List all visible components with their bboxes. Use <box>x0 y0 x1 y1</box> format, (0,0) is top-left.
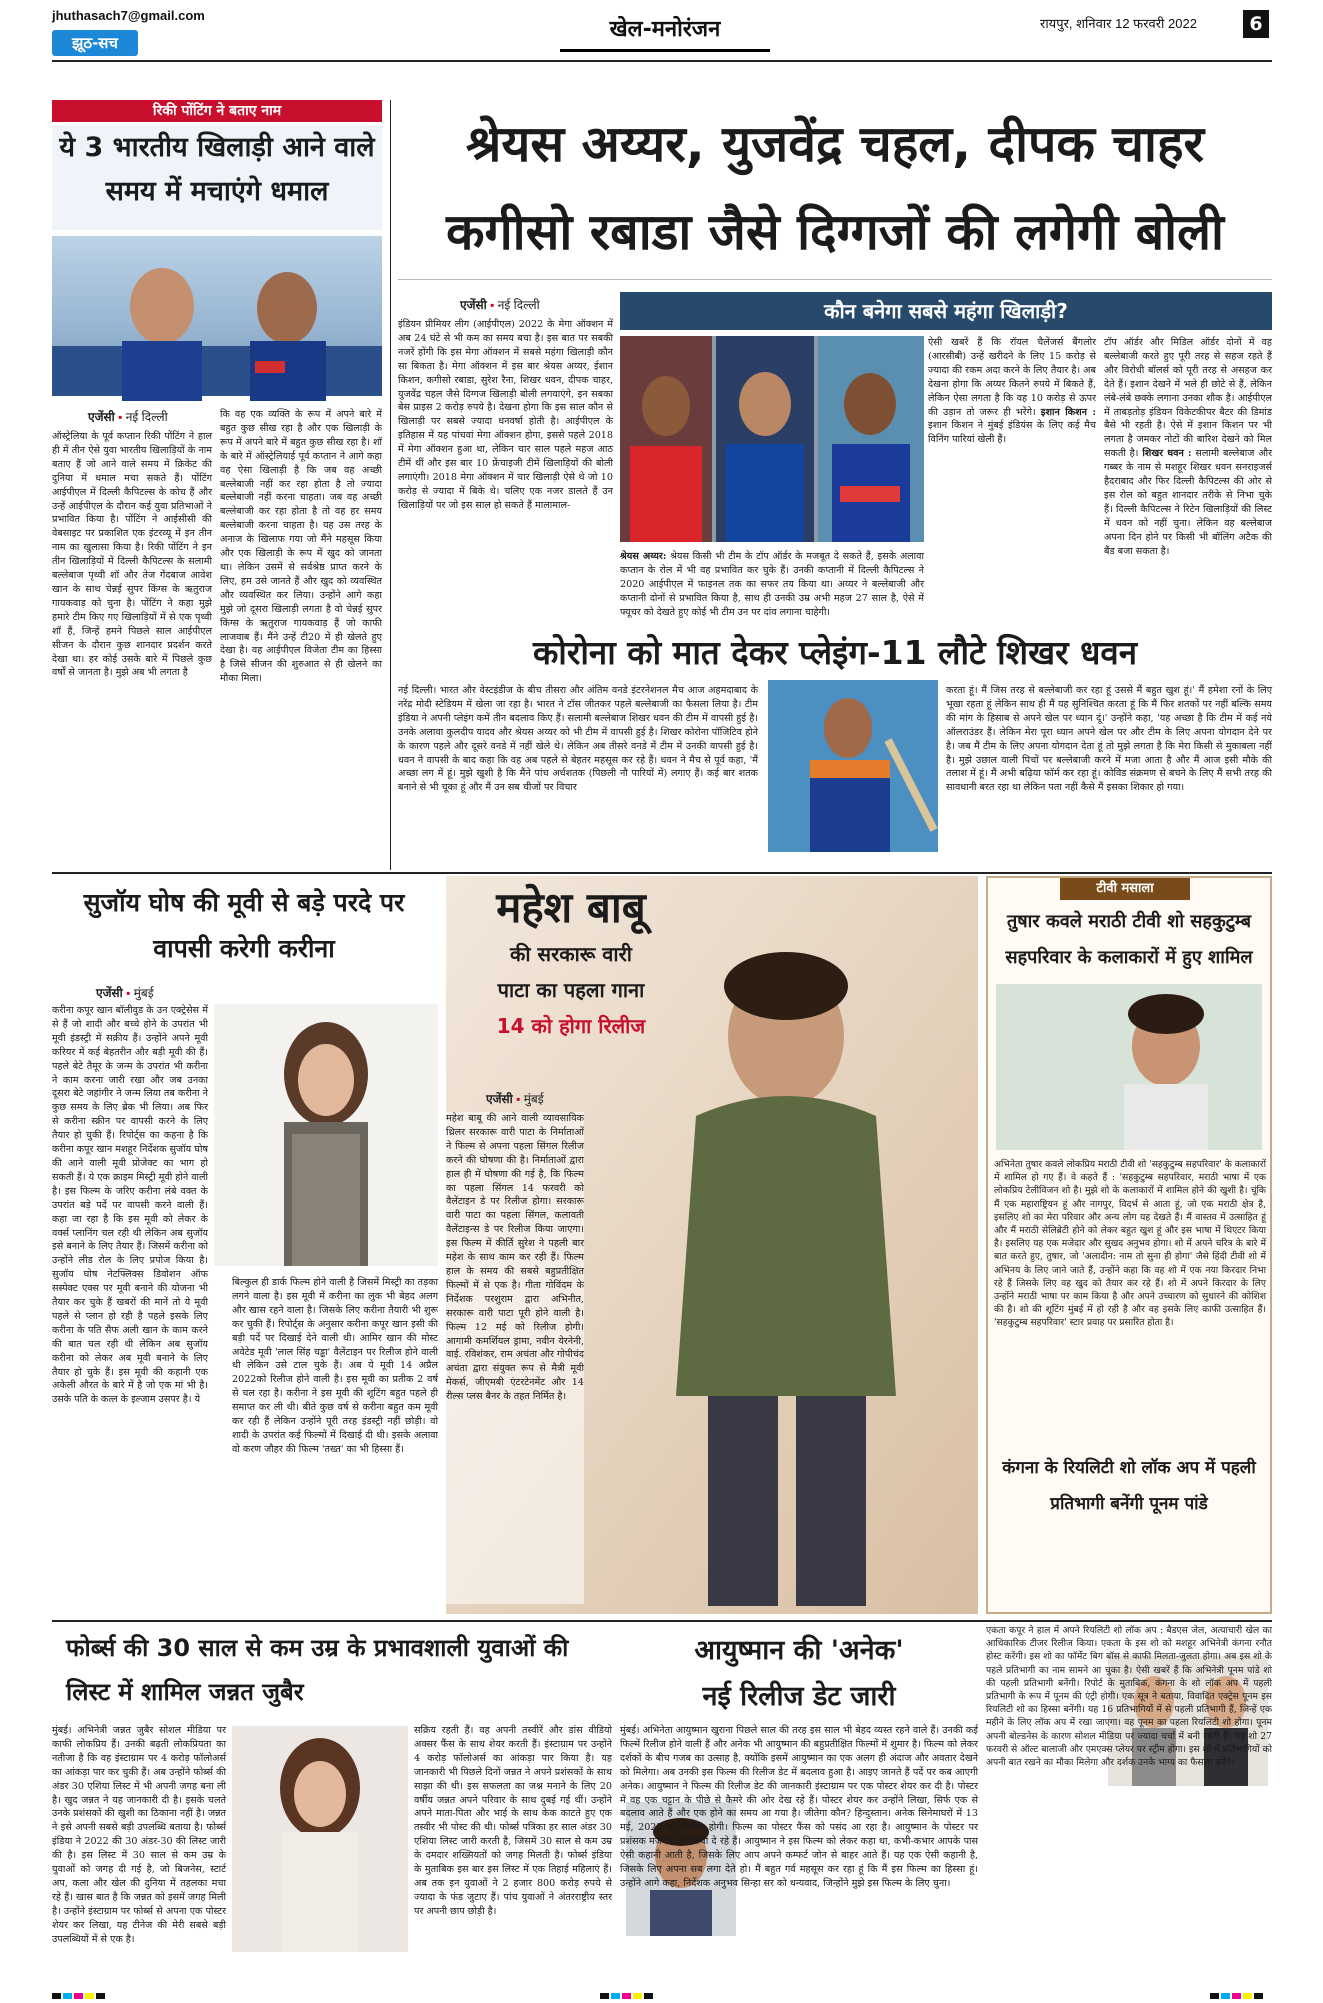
mahesh-sub3: 14 को होगा रिलीज <box>496 1014 646 1038</box>
auction-headline <box>398 100 1272 280</box>
mahesh-byline-agency: एजेंसी <box>486 1092 513 1106</box>
auction-banner: कौन बनेगा सबसे महंगा खिलाड़ी? <box>620 292 1272 330</box>
auction-body-col1: इंडियन प्रीमियर लीग (आईपीएल) 2022 के मेगा ऑक्शन में अब 24 घंटे से भी कम का समय बचा है। इस बात पर सबकी नजरें होंगी कि इस मेगा ऑक्शन में सबसे महंगा खिलाड़ी कौन सा बिकता है। मेगा ऑक्शन में इस बार श्रेयस अय्यर, ईशान किशन, कगीसो रबाडा, सुरेश रैना, शिखर धवन, दीपक चाहर, युजवेंद्र चहल जैसे दिग्गज खिलाड़ी बोली लगवाएंगे, इन सबका बेस प्राइस 2 करोड़ रुपये है। देखना होगा कि इस साल कौन से खिलाड़ी पर सबसे ज्यादा धनवर्षा होती है। आईपीएल के इतिहास में यह पांचवां मेगा ऑक्शन होगा, इससे पहले 2018 में मेगा ऑक्शन हुआ था, लेकिन चार साल पहले महज आठ टीमें थीं और इस बार 10 फ्रेंचाइजी टीमें खिलाड़ियों की बोली लगाएंगी। 2018 मेगा ऑक्शन में चार खिलाड़ी ऐसे थे जो 10 करोड़ से ज्यादा में बिके थे। चलिए एक नजर डालते हैं उन खिलाड़ियों पर जो इस साल हो सकते हैं मालामाल- <box>398 319 613 511</box>
jannat-photo <box>232 1726 408 1952</box>
page-number: 6 <box>1243 10 1269 38</box>
auction-headline-line2: कगीसो रबाडा जैसे दिग्गजों की लगेगी बोली <box>446 203 1224 261</box>
ponting-kicker: रिकी पोंटिंग ने बताए नाम <box>52 100 382 122</box>
auction-body-col4 <box>1104 336 1272 618</box>
dhawan-body-col1: नई दिल्ली। भारत और वेस्टइंडीज के बीच तीसरा और अंतिम वनडे इंटरनेशनल मैच आज अहमदाबाद के नरेंद्र मोदी स्टेडियम में खेला जा रहा है। भारत ने टॉस जीतकर पहले बल्लेबाजी का फैसला लिया है। टीम इंडिया ने अपनी प्लेइंग कमें तीन बदलाव किए हैं। सलामी बल्लेबाज शिखर धवन की टीम में वापसी हुई है। उनके अलावा कुलदीप यादव और श्रेयस अय्यर को भी टीम में वापसी हुई है। शिखर कोरोना पॉजिटिव होने के कारण पहले और दूसरे वनडे में नहीं खेले थे। लेकिन अब तीसरे वनडे में टीम में उनकी वापसी हुई है। धवन ने वापसी के बाद कहा कि वह अब पहले से बेहतर महसूस कर रहे हैं। धवन ने मैच से पूर्व कहा, 'मैं अच्छा लग में हूं। मुझे खुशी है कि मैंने पांच अर्धशतक (पिछली नौ पारियों में) लगाए हैं। कई बार शतक बनाने से भी चूका हूं और मैं उन सब चीजों पर विचार <box>398 685 758 794</box>
tv-body: अभिनेता तुषार कवले लोकप्रिय मराठी टीवी शो 'सहकुटुम्ब सहपरिवार' के कलाकारों में शामिल हो गए हैं। वे कहते हैं : 'सहकुटुम्ब सहपरिवार, मराठी भाषा में एक लोकप्रिय टेलीविजन शो है। मुझे शो के कलाकारों में शामिल होने की खुशी है। चूंकि मैं एक महाराष्ट्रियन हूं और नागपुर, विदर्भ से आता हूं, जो एक मराठी क्षेत्र है, इसलिए शो का मेरा परिवार और अन्य लोग यह देखते हैं। मैं वास्तव में उत्साहित हूं और मैं मराठी सेलिब्रेटी होने को लेकर बहुत खुश हूं और इस भाषा में थिएटर किया है। इसलिए यह एक मजेदार और सुखद अनुभव होगा। शो में अपने चरित्र के बारे में बात करते हुए, तुषार, जो 'अलादीन: नाम तो सुना ही होगा' जैसे हिंदी टीवी शो में अभिनय के लिए जाने जाते हैं, उन्होंने कहा कि वह शो में एक नया किरदार निभा रहे हैं जिसके लिए वह खुद को तैयार कर रहे हैं। शो में अपने किरदार के लिए उन्होंने मराठी भाषा पर काम किया है और अपने उच्चारण को सुधारने की कोशिश की है। शो की शूटिंग मुंबई में हो रही है और वह इसके लिए काफी उत्साहित हैं। 'सहकुटुम्ब सहपरिवार' स्टार प्रवाह पर प्रसारित होता है। <box>994 1159 1266 1329</box>
dhawan-headline: कोरोना को मात देकर प्लेइंग-11 लौटे शिखर धवन <box>532 633 1138 672</box>
print-color-bar-right <box>1210 1984 1265 2003</box>
ponting-body-col1: ऑस्ट्रेलिया के पूर्व कप्तान रिकी पोंटिंग ने हाल ही में तीन ऐसे युवा भारतीय खिलाड़ियों के नाम बताए हैं जो आने वाले समय में क्रिकेट की दुनिया में धमाल मचा सकते हैं। पोंटिंग आईपीएल में दिल्ली कैपिटल्स के कोच हैं और उन्हें आईपीएल के दौरान कई युवा प्रतिभाओं ने प्रभावित किया है। पोंटिंग ने आईसीसी की वेबसाइट पर प्रकाशित एक इंटरव्यू में इन तीन नाम का खुलासा किया है। रिकी पोंटिंग ने इन तीन खिलाड़ियों में दिल्ली कैपिटल्स के सलामी बल्लेबाज पृथ्वी शॉ और तेज गेंदबाज आवेश खान के साथ चेन्नई सुपर किंग्स के ऋतुराज गायकवाड़ को चुना है। पोंटिंग ने कहा मुझे हमारे टीम किए गए खिलाड़ियों में से एक पृथ्वी शॉ हैं, जिन्हें हमने पिछले साल आईपीएल सीजन के दौरान कुछ शानदार प्रदर्शन करते देखा था। हर कोई उसके बारे में पिछले कुछ वर्षों से जानता है। मुझे अब भी लगता है <box>52 431 212 679</box>
kareena-byline-city: मुंबई <box>133 986 154 1000</box>
auction-caption <box>620 550 924 618</box>
tv-tag: टीवी मसाला <box>1060 878 1190 900</box>
section-rule-2 <box>52 1620 1272 1622</box>
masthead-logo: झूठ-सच <box>52 30 138 56</box>
column-divider <box>390 100 391 870</box>
header-rule <box>52 60 1272 62</box>
tv-headline: तुषार कवले मराठी टीवी शो सहकुटुम्ब सहपरिवार के कलाकारों में हुए शामिल <box>1005 911 1253 968</box>
dhawan-photo <box>768 680 938 852</box>
mahesh-sub1: की सरकारू वारी <box>510 942 632 966</box>
kareena-headline: सुजॉय घोष की मूवी से बड़े परदे पर वापसी करेगी करीना <box>83 888 405 963</box>
auction-col4-text: टॉप ऑर्डर और मिडिल ऑर्डर दोनों में वह बल्लेबाजी करते हुए पूरी तरह से सहज रहते हैं और विरोधी बॉलर्स को पूरी तरह से असहज कर देते हैं। इशान देखने में भले ही छोटे से हैं, लेकिन लंबे-लंबे छक्के लगाना उनका शौक है। आईपीएल में ताबड़तोड़ इंडियन विकेटकीपर बैटर की डिमांड बैसे भी रहती है। ऐसे में इशान किशन पर भी लगता है जमकर नोटों की बारिश देखने को मिल सकती है। <box>1104 337 1272 460</box>
kareena-body-col2: बिल्कुल ही डार्क फिल्म होने वाली है जिसमें मिस्ट्री का तड़का लगने वाला है। इस मूवी में करीना का लुक भी बेहद अलग और खास रहने वाला है। जिसके लिए करीना तैयारी भी शुरू कर चुकी हैं। रिपोर्ट्स के अनुसार करीना कपूर खान इसी की बड़ी पर्दे पर दिखाई देने वाली थी। आमिर खान की मोस्ट अवेटेड मूवी 'लाल सिंह चड्ढा' वैलेंटाइन पर रिलीज होने वाली थी लेकिन उसे टाल चुके हैं। अब ये मूवी 14 अप्रैल 2022को रिलीज होने वाली है। इस मूवी का प्रतीक 2 वर्ष से चल रहा है। करीना ने इस मूवी की शूटिंग बहुत पहले ही समाप्त कर ली थी। बीते कुछ वर्ष से करीना बहुत कम मूवी कर रही हैं लेकिन उन्होंने पूरी तरह इंडस्ट्री नहीं छोड़ी। वो शादी के उपरांत कई फिल्मों में दिखाई दी थी। इसके अलावा वो करण जौहर की फिल्म 'तख्त' का भी हिस्सा हैं। <box>232 1277 438 1455</box>
ponting-body-col2: कि वह एक व्यक्ति के रूप में अपने बारे में बहुत कुछ सीख रहा है और एक खिलाड़ी के रूप में अपने बारे में बहुत कुछ सीख रहा है। शॉ के बारे में ऑस्ट्रेलियाई पूर्व कप्तान ने आगे कहा वह ऐसा खिलाड़ी है कि जब वह अच्छी बल्लेबाजी नहीं कर रहा होता है तो ज्यादा बल्लेबाजी नहीं करना चाहता। जब वह अच्छी बल्लेबाजी कर रहा होता है तो वह हर समय बल्लेबाजी करना चाहता है। यह उस तरह के अनाज के खिलाफ गया जो मैंने महसूस किया और एक खिलाड़ी के रूप में खुद को जानता था। लेकिन उसमें से सर्वश्रेष्ठ प्राप्त करने के लिए, हम उसे जानते हैं और खुद को व्यवस्थित और व्यवस्थित कर लिया। उन्होंने आगे कहा मुझे जो दूसरा खिलाड़ी लगता है वो चेन्नई सुपर किंग्स के ऋतुराज गायकवाड़ हैं जो काफी लाजवाब हैं। मैंने उन्हें टी20 में ही खेलते हुए देखा है। वह आईपीएल विजेता टीम का हिस्सा है जिसे सीजन की शुरुआत से ही खेलने का मौका मिला। <box>220 409 382 685</box>
mahesh-byline: एजेंसी ▪ मुंबई <box>486 1092 544 1106</box>
header-email: jhuthasach7@gmail.com <box>52 8 205 23</box>
ishan-text: इशान किशन ने मुंबई इंडियंस के लिए कई मैच विनिंग पारियां खेली हैं। <box>928 420 1096 446</box>
section-title: खेल-मनोरंजन <box>560 10 770 52</box>
kareena-photo <box>214 1004 438 1266</box>
ponting-photo <box>52 236 382 396</box>
ponting-byline-city: नई दिल्ली <box>125 410 168 424</box>
section-rule <box>52 872 1272 874</box>
auction-col3-text: ऐसी खबरें हैं कि रॉयल चैलेंजर्स बैंगलोर (आरसीबी) उन्हें खरीदने के लिए 15 करोड़ से ज्यादा की रकम अदा करने के लिए तैयार है। अब देखना होगा कि अय्यर कितने रुपये में बिकते हैं, लेकिन ऐसा लगता है कि वह 10 करोड़ से ऊपर की उड़ान तो जरूर ही भरेंगे। <box>928 337 1096 418</box>
ayushmann-headline-line1: आयुष्मान की 'अनेक' <box>694 1635 904 1666</box>
tushar-photo <box>996 984 1262 1150</box>
ponting-byline: एजेंसी ▪ नई दिल्ली <box>88 410 168 424</box>
jannat-body-col2: सक्रिय रहती हैं। वह अपनी तस्वीरें और डांस वीडियो अक्सर फैंस के साथ शेयर करती हैं। इंस्टाग्राम पर उन्होंने 4 करोड़ फॉलोअर्स का आंकड़ा पार किया है। यह जानकारी भी पिछले दिनों जन्नत ने अपने प्रशंसकों के साथ साझा की थी। इस सफलता का जश्न मनाने के लिए 20 वर्षीय जन्नत अपने परिवार के साथ दुबई गई थीं। उन्होंने अपने माता-पिता और भाई के साथ केक काटते हुए एक तस्वीर भी पोस्ट की थी। फोर्ब्स पत्रिका हर साल अंडर 30 एशिया लिस्ट जारी करती है, जिसमें 30 साल से कम उम्र के दमदार शख्सियतों को जगह मिलती है। फोर्ब्स इंडिया के मुताबिक इस बार इस लिस्ट में एक तिहाई महिलाएं हैं। अब तक इन युवाओं ने 2 हजार 800 करोड़ रुपये से ज्यादा के फंड जुटाए हैं। पांच युवाओं ने अंतरराष्ट्रीय स्तर पर अपनी छाप छोड़ी है। <box>414 1725 612 1917</box>
auction-caption-text: श्रेयस किसी भी टीम के टॉप ऑर्डर के मजबूत दे सकते हैं, इसके अलावा कप्तान के रोल में भी वह प्रभावित कर चुके हैं। उनकी कप्तानी में दिल्ली कैपिटल्स ने 2020 आईपीएल में फाइनल तक का सफर तय किया था। अय्यर ने बल्लेबाजी और कप्तानी दोनों से प्रभावित किया है, साथ ही उनकी उम्र अभी महज 27 साल है, ऐसे में फ्यूचर को देखते हुए कोई भी टीम उन पर दांव लगाना चाहेगी। <box>620 551 924 618</box>
dhawan-text: सलामी बल्लेबाज और गब्बर के नाम से मशहूर शिखर धवन सनराइजर्स हैदराबाद और फिर दिल्ली कैपिटल्स की ओर से इस रोल को बहुत शानदार तरीके से निभा चुके हैं। दिल्ली कैपिटल्स ने रिटेन खिलाड़ियों की लिस्ट में धवन को नहीं चुना। लेकिन वह बल्लेबाज अपना दिन होने पर किसी भी बॉलिंग अटैक की बैंड बजा सकता है। <box>1104 448 1272 557</box>
issue-date: रायपुर, शनिवार 12 फरवरी 2022 <box>1040 16 1197 31</box>
ponting-byline-agency: एजेंसी <box>88 410 115 424</box>
ayushmann-body: मुंबई। अभिनेता आयुष्मान खुराना पिछले साल की तरह इस साल भी बेहद व्यस्त रहने वाले हैं। उनकी कई फिल्में रिलीज होने वाली हैं और अनेक भी आयुष्मान की बहुप्रतीक्षित फिल्मों में शुमार है। फिल्म को लेकर दर्शकों के बीच गजब का उत्साह है, क्योंकि इसमें आयुष्मान का एक अलग ही अंदाज और अवतार देखने को मिलेगा। अब उनकी इस फिल्म की रिलीज डेट में बदलाव हुआ है। आइए जानते हैं पर्दे पर कब आएगी अनेक। आयुष्मान ने फिल्म की रिलीज डेट की जानकारी इंस्टाग्राम पर एक पोस्टर शेयर कर दी है। पोस्टर में वह एक चट्टान के पीछे से कैमरे की ओर देख रहे हैं। पोस्टर शेयर कर उन्होंने लिखा, सिर्फ एक से बदलाव आते हैं और एक होने का समय आ गया है। जीतेगा कौन? हिन्दुस्तान। अनेक सिनेमाघरों में 13 मई, 2022 को रिलीज होगी। फिल्म का पोस्टर फैंस को पसंद आ रहा है। आयुष्मान के पोस्टर पर प्रशंसक मजेदार प्रतिक्रिया दे रहे हैं। आयुष्मान ने इस फिल्म को लेकर कहा था, कभी-कभार आपके पास ऐसी कहानी आती है, जिसके लिए आप अपने कम्फर्ट जोन से बाहर आते हैं। यह एक ऐसी कहानी है, जिसके लिए अपना सब लगा देते हो। मैं बहुत गर्व महसूस कर रहा हूं कि मैं इस फिल्म का हिस्सा हूं। उन्होंने आगे कहा, निर्देशक अनुभव सिन्हा सर को धन्यवाद, जिन्होंने मुझे इस फिल्म के लिए चुना। <box>620 1725 978 1889</box>
auction-headline-line1: श्रेयस अय्यर, युजवेंद्र चहल, दीपक चाहर <box>466 115 1204 173</box>
ayushmann-headline <box>620 1628 978 1720</box>
ayushmann-headline-line2: नई रिलीज डेट जारी <box>702 1681 896 1712</box>
kareena-byline-agency: एजेंसी <box>96 986 123 1000</box>
auction-byline-agency: एजेंसी <box>460 298 487 312</box>
mahesh-body: महेश बाबू की आने वाली व्यावसायिक थ्रिलर सरकारू वारी पाटा के निर्माताओं ने फिल्म से अपना पहला सिंगल रिलीज करने की घोषणा की है। निर्माताओं द्वारा हाल ही में घोषणा की गई है, कि फिल्म का पहला सिंगल 14 फरवरी को वैलेंटाइन डे पर रिलीज होगा। सरकारू वारी पाटा का पहला सिंगल, कलावती वैलेंटाइन्स डे पर रिलीज किया जाएगा। इस फिल्म में कीर्ति सुरेश ने पहली बार महेश के साथ काम कर रही हैं। फिल्म हाल के समय की सबसे बहुप्रतीक्षित फिल्मों में से एक है। गीता गोविंदम के निर्देशक परशुराम द्वारा अभिनीत, सरकारू वारी पाटा पूरी होने वाली है। फिल्म 12 मई को रिलीज होगी। आगामी कमर्शियल ड्रामा, नवीन येरनेनी, वाई. रविशंकर, राम अचंता और गोपीचंद अचंता द्वारा संयुक्त रूप से मैत्री मूवी मेकर्स, जीएमबी एंटरटेनमेंट और 14 रील्स प्लस बैनर के तहत निर्मित है। <box>446 1112 584 1604</box>
mahesh-title: महेश बाबू <box>496 883 646 932</box>
dhawan-body-col2: करता हूं। मैं जिस तरह से बल्लेबाजी कर रहा हूं उससे मैं बहुत खुश हूं।' मैं हमेशा रनों के लिए भूखा रहता हूं लेकिन साथ ही मैं यह सुनिश्चित करता हूं कि मैं फिर शतकों पर नहीं बल्कि समय की मांग के हिसाब से अपने खेल पर ध्यान दूं।' उन्होंने कहा, 'यह अच्छा है कि टीम में कई नये ऑलराउंडर हैं। लेकिन मेरा पूरा ध्यान अपने खेल पर और टीम के लिए अपना योगदान देने पर है। जब मैं टीम के लिए अपना योगदान देता हूं तो मुझे लगता है कि मेरा किसी से मुकाबला नहीं है। मुझे उछाल वाली पिचों पर बल्लेबाजी करने में मजा आता है और मैं आज इसी मौके की तलाश में हूं। मैं अभी बढ़िया फॉर्म कर रहा हूं। कोविड संक्रमण से बचने के लिए मैं सभी तरह की सावधानी बरत रहा था लेकिन पता नहीं कैसे मैं इसका शिकार हो गया। <box>946 685 1272 794</box>
jannat-headline: फोर्ब्स की 30 साल से कम उम्र के प्रभावशाली युवाओं की लिस्ट में शामिल जन्नत जुबैर <box>66 1634 569 1706</box>
ponting-headline: ये 3 भारतीय खिलाड़ी आने वाले समय में मचाएंगे धमाल <box>52 126 382 230</box>
kareena-body-col1: करीना कपूर खान बॉलीवुड के उन एक्ट्रेसेस में से हैं जो शादी और बच्चे होने के उपरांत भी मूवी इंडस्ट्री में सक्रीय हैं। उन्होंने अपने मूवी करियर में कई बेहतरीन और बड़ी मूवी की हैं। पहले बेटे तैमूर के जन्म के उपरांत भी करीना ने काम करना जारी रखा और जब उनका दूसरा बेटे जहांगीर ने जन्म लिया तब करीना ने कुछ समय के लिए ब्रेक भी लिया। अब फिर से करीना स्क्रीन पर वापसी करने के लिए तैयार हो चुकी हैं। रिपोर्ट्स का कहना है कि करीना कपूर खान मशहूर निर्देशक सुजॉय घोष की आने वाली मूवी प्रोजेक्ट का भाग हो सकती हैं। ये एक क्राइम मिस्ट्री मूवी होने वाली है। इस फिल्म के जरिए करीना लंबे वक्त के उपरांत बड़े पर्दे पर वापसी करने वाली हैं। कहा जा रहा है कि इस मूवी को लेकर के वर्क्स प्लानिंग चल रही थी लेकिन अब सुजॉय इसे बनाने के लिए तैयार हैं। जिसमें करीना को उन्होंने लीड रोल के लिए प्रपोज किया है। सुजॉय घोष नेटफ्लिक्स डिवोशन ऑफ सस्पेक्ट एक्स पर मूवी बनाने की योजना भी तैयार कर चुके हैं खबरों की मानें तो ये मूवी पहले से प्लान हो रही है पहले इसके लिए करीना के पति सैफ अली खान के काम करने की बात चल रही थी लेकिन अब सुजॉय करीना को लेकर अब मूवी बनाने के लिए तैयार हो चुके हैं। इस मूवी की कहानी एक अकेली औरत के बारे में है जो एक मां भी है। उसके पति के कत्ल के इल्जाम उसपर है। ये <box>52 1005 209 1406</box>
auction-players-photo <box>620 336 924 542</box>
kangana-body: एकता कपूर ने हाल में अपने रियलिटी शो लॉक अप : बैडएस जेल, अत्याचारी खेल का आधिकारिक टीजर रिलीज किया। एकता के इस शो को मशहूर अभिनेत्री कंगना रनौत होस्ट करेंगी। इस शो का फॉर्मेट बिग बॉस से काफी मिलता-जुलता होगा। अब इस शो के पहले प्रतिभागी का नाम सामने आ चुका है। ऐसी खबरें हैं कि अभिनेत्री पूनम पांडे शो की पहली प्रतिभागी बनेंगी। रिपोर्ट के मुताबिक, कंगना के शो लॉक अप में पहली प्रतिभागी के रूप में पूनम की एंट्री होगी। एक सूत्र ने बताया, विवादित एक्ट्रेस पूनम इस रियलिटी शो का हिस्सा बनेंगी। यह 16 प्रतिभागियों में से पहली प्रतिभागी हैं, जिन्हें एक महीने के लिए लॉक अप में रखा जाएगा। वह पूनम का पहला रियलिटी शो होगा। पूनम अपनी बोल्डनेस के कारण सोशल मीडिया पर ज्यादा चर्चा में बनी रहती हैं। यह शो 27 फरवरी से ऑल्ट बालाजी और एमएक्स प्लेयर पर स्ट्रीम होगा। इस शो में प्रतिभागियों को अपनी बात रखने का मौका मिलेगा और दर्शक उनके भाग्य का फैसला करेंगे। <box>986 1625 1272 1769</box>
mahesh-sub2: पाटा का पहला गाना <box>497 978 645 1002</box>
auction-body-col3 <box>928 336 1096 618</box>
dhawan-label: शिखर धवन : <box>1142 448 1192 460</box>
kareena-byline: एजेंसी ▪ मुंबई <box>96 986 154 1000</box>
jannat-body-col1: मुंबई। अभिनेत्री जन्नत जुबैर सोशल मीडिया पर काफी लोकप्रिय हैं। उनकी बढ़ती लोकप्रियता का नतीजा है कि वह इंस्टाग्राम पर 4 करोड़ फॉलोअर्स का आंकड़ा पार कर चुकी हैं। अब उन्होंने फोर्ब्स की अंडर 30 एशिया लिस्ट में भी अपनी जगह बना ली है। खुद जन्नत ने यह जानकारी दी है। इसके चलते उनके प्रशंसकों की खुशी का ठिकाना नहीं है। जन्नत ने इसे अपनी सबसे बड़ी उपलब्धि बताया है। फोर्ब्स इंडिया ने 2022 की 30 अंडर-30 की लिस्ट जारी की है। इस लिस्ट में 30 साल से कम उम्र के युवाओं को जगह दी गई है, जो बिजनेस, स्टार्ट अप, कला और खेल की दुनिया में तहलका मचा रहे हैं। खास बात है कि जन्नत को इसमें जगह मिली है। उन्होंने इंस्टाग्राम पर फोर्ब्स से अपना एक पोस्टर शेयर कर लिखा, यह टीनेज की मेरी सबसे बड़ी उपलब्धियों में से एक है। <box>52 1725 226 1945</box>
print-color-bar-center <box>600 1984 655 2003</box>
auction-caption-label: श्रेयस अय्यर: <box>620 551 667 562</box>
mahesh-byline-city: मुंबई <box>523 1092 544 1106</box>
kangana-headline: कंगना के रियलिटी शो लॉक अप में पहली प्रतिभागी बनेंगी पूनम पांडे <box>1002 1458 1256 1514</box>
ishan-label: इशान किशन : <box>1040 406 1096 418</box>
mahesh-title-block <box>446 880 696 1044</box>
auction-byline: एजेंसी ▪ नई दिल्ली <box>460 298 540 312</box>
print-color-bar-left <box>52 1984 107 2003</box>
auction-byline-city: नई दिल्ली <box>497 298 540 312</box>
